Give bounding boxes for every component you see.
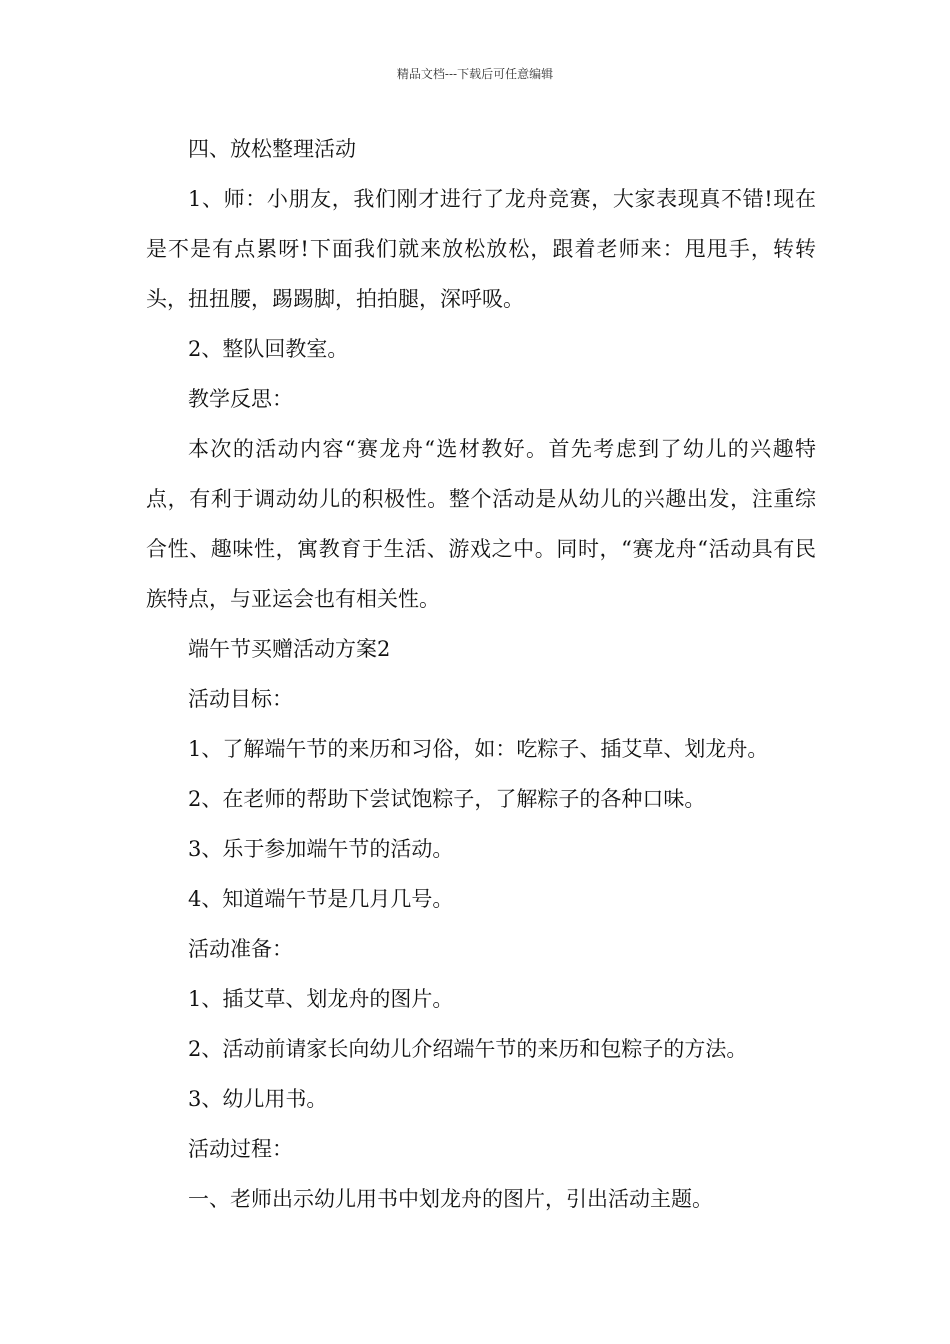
paragraph-relax-step-1: 1、师：小朋友，我们刚才进行了龙舟竞赛，大家表现真不错!现在是不是有点累呀!下面我们就来放松放松，跟着老师来：甩甩手，转转头，扭扭腰，踢踢脚，拍拍腿，深呼吸。: [146, 187, 816, 311]
paragraph-reflection: 本次的活动内容“赛龙舟“选材教好。首先考虑到了幼儿的兴趣特点，有利于调动幼儿的积极性。整个活动是从幼儿的兴趣出发，注重综合性、趣味性，寓教育于生活、游戏之中。同时，“赛龙舟“活动具有民族特点，与亚运会也有相关性。: [146, 437, 816, 611]
preparation-item-2: 2、活动前请家长向幼儿介绍端午节的来历和包粽子的方法。: [188, 1037, 748, 1061]
section-heading-reflection: 教学反思：: [188, 387, 293, 411]
section-heading-preparation: 活动准备：: [188, 937, 293, 961]
goal-item-4: 4、知道端午节是几月几号。: [188, 887, 454, 911]
goal-item-1: 1、了解端午节的来历和习俗，如：吃粽子、插艾草、划龙舟。: [188, 737, 769, 761]
paragraph-relax-step-2: 2、整队回教室。: [188, 337, 349, 361]
section-heading-process: 活动过程：: [188, 1137, 293, 1161]
goal-item-2: 2、在老师的帮助下尝试饱粽子，了解粽子的各种口味。: [188, 787, 706, 811]
preparation-item-3: 3、幼儿用书。: [188, 1087, 328, 1111]
process-item-1: 一、老师出示幼儿用书中划龙舟的图片，引出活动主题。: [188, 1187, 713, 1211]
document-body: [146, 124, 816, 1224]
section-heading-goals: 活动目标：: [188, 687, 293, 711]
goal-item-3: 3、乐于参加端午节的活动。: [188, 837, 454, 861]
plan-title-2: 端午节买赠活动方案2: [188, 637, 391, 661]
section-heading-relax: 四、放松整理活动: [188, 137, 356, 161]
preparation-item-1: 1、插艾草、划龙舟的图片。: [188, 987, 454, 1011]
page-header: 精品文档---下载后可任意编辑: [396, 67, 554, 81]
